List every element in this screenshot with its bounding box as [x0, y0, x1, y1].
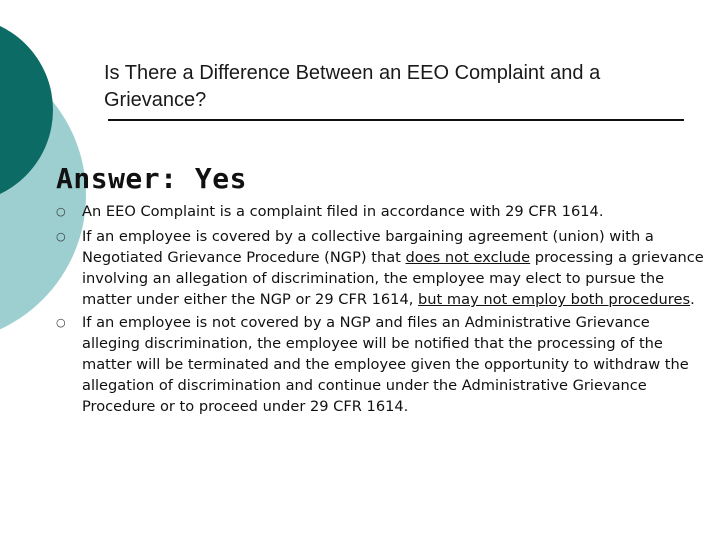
bullet-text: [82, 226, 704, 310]
list-item: [56, 312, 704, 417]
answer-heading: Answer: Yes: [56, 162, 247, 195]
bullet-text-part: processing a grievance involving an allegation of discrimination, the employee may elect to pursue the matter under either the NGP or 29 CFR 1614,: [82, 249, 704, 308]
bullet-circle-icon: ○: [56, 205, 66, 218]
bullet-text: An EEO Complaint is a complaint filed in accordance with 29 CFR 1614.: [82, 203, 604, 220]
title-underline: [108, 119, 684, 121]
underlined-phrase: does not exclude: [405, 249, 531, 266]
bullet-circle-icon: ○: [56, 230, 66, 243]
underlined-phrase: but may not employ both procedures: [418, 291, 691, 308]
list-item: [56, 226, 704, 310]
slide-title: Is There a Difference Between an EEO Complaint and a Grievance?: [104, 62, 601, 111]
bullet-text-part: .: [690, 291, 695, 308]
bullet-list: [56, 201, 704, 417]
list-item: [56, 201, 704, 222]
bullet-text: If an employee is not covered by a NGP and files an Administrative Grievance alleging discrimination, the employee will be notified that the processing of the matter will be terminated and the employee given the opportunity to withdraw the allegation of discrimination and continue under the Administrative Grievance Procedure or to proceed under 29 CFR 1614.: [82, 314, 689, 415]
bullet-text-part: If an employee is covered by a collective bargaining agreement (union) with a Negotiated Grievance Procedure (NGP) that: [82, 228, 654, 266]
bullet-circle-icon: ○: [56, 316, 66, 329]
